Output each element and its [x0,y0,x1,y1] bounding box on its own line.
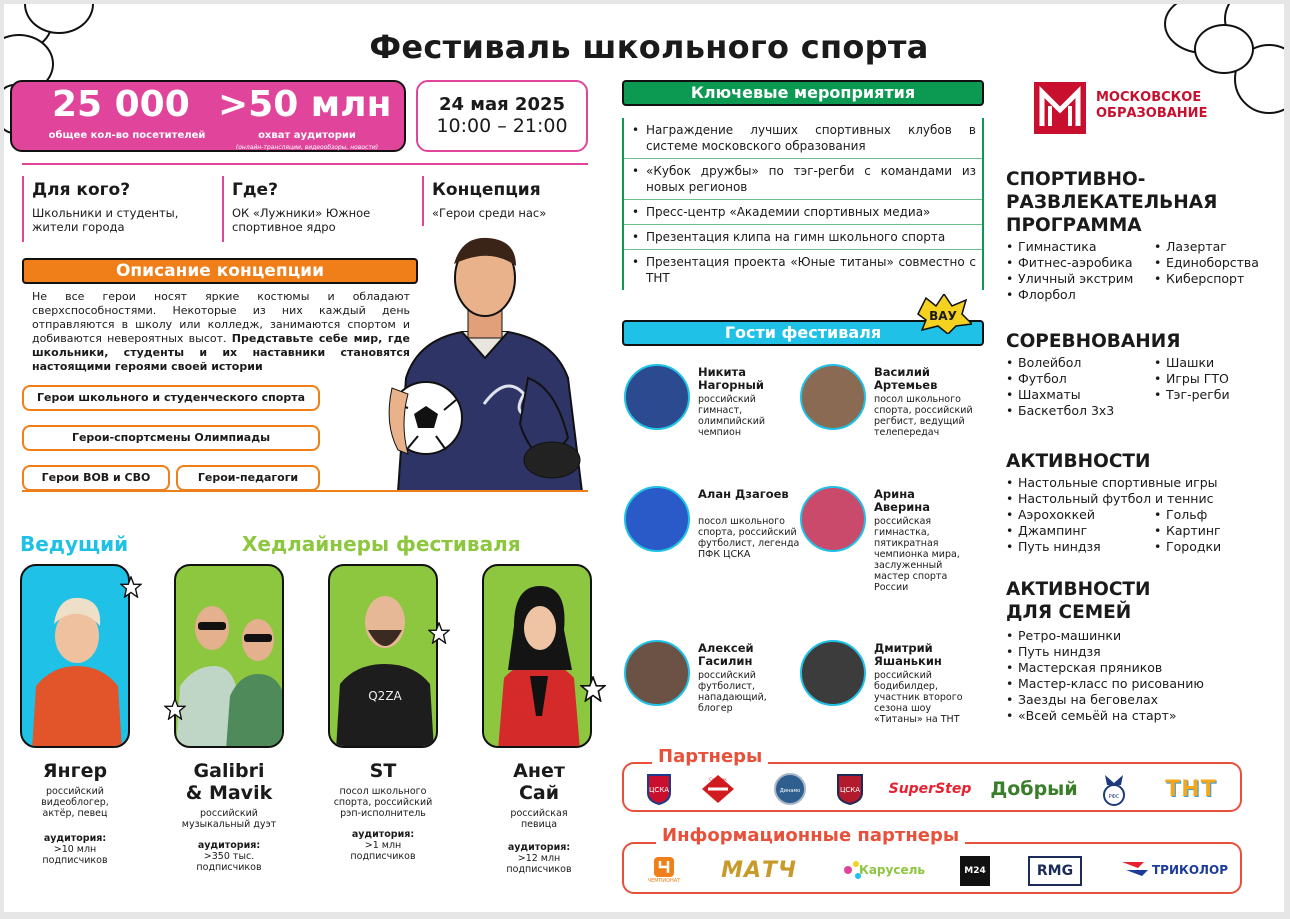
shirt-print: Q2ZA [368,689,402,703]
date-box [416,80,588,152]
program-list: • Лазертаг • Единоборства • Киберспорт [1154,239,1259,303]
headliner-photo [328,564,438,748]
event-item: • «Кубок дружбы» по тэг-регби с командами из новых регионов [624,159,982,200]
wow-text: ВАУ [929,309,957,323]
concept-heading: Описание концепции [22,258,418,284]
headliner-name: Galibri & Mavik [185,760,273,804]
info-concept [422,176,588,226]
program-heading: СПОРТИВНО-РАЗВЛЕКАТЕЛЬНАЯ ПРОГРАММА [1006,169,1218,236]
info-for-whom [22,176,218,242]
guest-avatar [624,486,690,552]
info-partners-heading: Информационные партнеры [656,825,965,846]
partner-logo-tnt: ТНТ [1165,776,1217,802]
family-section [1006,578,1276,724]
headliner-audience: аудитория: >12 млн подписчиков [506,842,572,875]
guest-name: Арина Аверина [874,487,930,514]
headliner-name: Анет Сай [513,760,565,804]
activities-section [1006,450,1276,555]
guests-heading: Гости фестиваля [622,320,984,346]
headliner-figure [330,566,438,748]
program-list: • Гимнастика • Фитнес-аэробика • Уличный экстрим • Флорбол [1006,239,1154,303]
partner-logo-cska-basket [834,772,866,806]
competitions-section [1006,330,1276,419]
star-icon [428,622,450,644]
info-text: ОК «Лужники» Южное спортивное ядро [232,206,371,234]
partner-logo-rfs [1098,770,1130,808]
guest-name: Алан Дзагоев [698,487,789,501]
logo-text: МОСКОВСКОЕ ОБРАЗОВАНИЕ [1096,90,1208,121]
guest-name: Никита Нагорный [698,365,764,392]
guest-avatar [800,486,866,552]
svg-text:ЦСКА: ЦСКА [839,786,861,794]
host-figure [22,566,130,748]
headliners-heading: Хедлайнеры фестиваля [242,532,521,556]
visitors-label: общее кол-во посетителей [48,130,206,141]
moscow-education-logo [1032,80,1212,136]
headliner-info [474,760,604,875]
audience-value: >50 млн [218,84,392,125]
wow-badge [914,294,972,334]
guest-name: Василий Артемьев [874,365,938,392]
host-name: Янгер [42,760,108,782]
family-heading: АКТИВНОСТИ ДЛЯ СЕМЕЙ [1006,579,1151,623]
events-heading: Ключевые мероприятия [622,80,984,106]
info-text: «Герои среди нас» [432,206,547,220]
guest-desc: посол школьного спорта, российский футболист, легенда ПФК ЦСКА [698,516,800,560]
info-partner-logo-rmg: RMG [1028,856,1082,886]
headliner-desc: российский музыкальный дуэт [181,808,277,830]
guest-name: Дмитрий Яшанькин [874,641,942,668]
headliner-photo [174,564,284,748]
headliner-audience: аудитория: >350 тыс. подписчиков [196,840,262,873]
headliner-desc: посол школьного спорта, российский рэп-исполнитель [333,786,433,819]
svg-text:Карусель: Карусель [859,863,925,877]
event-time: 10:00 – 21:00 [436,115,568,137]
event-item: • Награждение лучших спортивных клубов в системе московского образования [624,118,982,159]
info-text: Школьники и студенты, жители города [32,206,179,234]
program-section [1006,168,1276,303]
competitions-list: • Волейбол • Футбол • Шахматы • Баскетбол 3х3 [1006,355,1154,419]
host-audience: аудитория: >10 млн подписчиков [42,833,108,866]
guest-avatar [800,364,866,430]
guest-desc: посол школьного спорта, российский регбист, ведущий телепередач [874,394,973,438]
info-heading: Для кого? [32,180,131,200]
headliner-figure [484,566,592,748]
info-partner-logo-karusel [840,856,926,884]
info-heading: Концепция [432,180,541,200]
partner-logo-dobry: Добрый [990,778,1078,800]
tricolor-icon [1120,858,1150,882]
event-item: • Пресс-центр «Академии спортивных медиа» [624,200,982,225]
divider [22,163,588,165]
concept-pill: Герои-спортсмены Олимпиады [22,425,320,451]
headliner-desc: российская певица [510,808,568,830]
info-heading: Где? [232,180,278,200]
svg-text:Спартак: Спартак [709,777,727,782]
star-icon [120,576,142,598]
event-item: • Презентация клипа на гимн школьного спорта [624,225,982,250]
info-partner-logo-championat: ЧЕМПИОНАТ [644,852,684,888]
concept-body: Не все герои носят яркие костюмы и обладают сверхспособностями. Некоторые из них каждый день отправляются в школу или колледж, занимаются спортом и добиваются невероятных высот. [32,290,410,345]
partner-logo-spartak [698,772,738,806]
competitions-heading: СОРЕВНОВАНИЯ [1006,331,1181,352]
guest-name: Алексей Гасилин [698,641,754,668]
event-date: 24 мая 2025 [438,94,566,115]
svg-text:ЦСКА: ЦСКА [648,786,670,794]
headliner-photo [482,564,592,748]
visitors-value: 25 000 [52,84,190,125]
audience-label: охват аудитории [258,130,356,141]
host-photo [20,564,130,748]
headliner-audience: аудитория: >1 млн подписчиков [350,829,416,862]
guest-avatar [624,364,690,430]
guest-desc: российский футболист, нападающий, блогер [698,670,767,714]
page-title: Фестиваль школьного спорта [369,28,929,66]
guest-avatar [624,640,690,706]
guest-avatar [800,640,866,706]
divider [22,490,588,492]
partners-heading: Партнеры [652,746,768,767]
guest-desc: российский гимнаст, олимпийский чемпион [698,394,766,438]
partner-logo-superstep: SuperStep [888,781,972,797]
logo-emblem-icon [1032,80,1088,136]
family-list: • Ретро-машинки • Путь ниндзя • Мастерская пряников • Мастер-класс по рисованию • Заезды на беговелах • «Всей семьёй на старт» [1006,628,1276,724]
host-info [10,760,140,866]
audience-note: (онлайн-трансляции, видеообзоры, новости) [235,144,379,151]
concept-bold: Представьте себе мир, где школьники, студенты и их наставники становятся настоящими героями своей истории [32,332,410,373]
star-icon [164,698,186,720]
activities-list: • Гольф • Картинг • Городки [1154,507,1221,555]
concept-pill: Герои ВОВ и СВО [22,465,170,491]
activities-list: • Настольные спортивные игры • Настольный футбол и теннис [1006,475,1276,507]
partner-logo-cska [644,772,674,806]
info-partner-logo-m24: M24 [960,856,990,886]
stats-box [10,80,406,152]
poster [4,4,1284,912]
svg-text:Динамо: Динамо [779,788,801,794]
activities-heading: АКТИВНОСТИ [1006,451,1151,472]
competitions-list: • Шашки • Игры ГТО • Тэг-регби [1154,355,1230,419]
headliner-info [164,760,294,873]
host-heading: Ведущий [20,532,129,556]
events-list [622,118,984,290]
activities-list: • Аэрохоккей • Джампинг • Путь ниндзя [1006,507,1154,555]
concept-text [32,290,410,374]
info-partner-logo-match: МАТЧ [721,857,797,883]
info-partner-logo-tricolor: ТРИКОЛОР [1118,856,1230,884]
host-desc: российский видеоблогер, актёр, певец [41,786,109,819]
star-icon [580,676,606,702]
partner-logo-dinamo [772,772,808,806]
concept-pill: Герои школьного и студенческого спорта [22,385,320,411]
concept-pill: Герои-педагоги [176,465,320,491]
headliner-info [318,760,448,862]
headliner-name: ST [369,760,397,782]
guest-desc: российская гимнастка, пятикратная чемпионка мира, заслуженный мастер спорта России [874,516,960,593]
guest-desc: российский бодибилдер, участник второго сезона шоу «Титаны» на ТНТ [874,670,963,725]
svg-text:РФС: РФС [1108,794,1120,800]
headliner-figure [176,566,284,748]
event-item: • Презентация проекта «Юные титаны» совместно с ТНТ [624,250,982,290]
